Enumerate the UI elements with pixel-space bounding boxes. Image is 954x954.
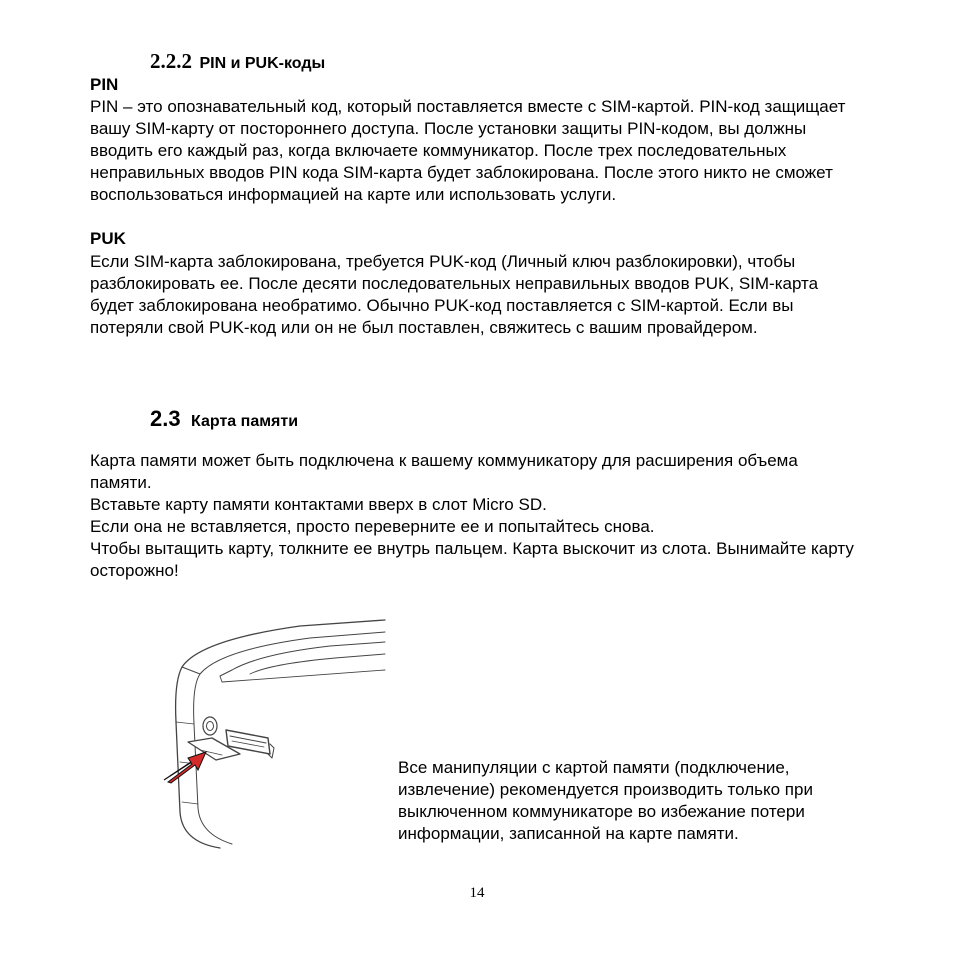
memory-card-paragraph-4: Чтобы вытащить карту, толкните ее внутрь пальцем. Карта выскочит из слота. Вынимайте карту осторожно! — [90, 539, 854, 580]
puk-heading: PUK — [90, 229, 126, 248]
memory-card-paragraph-1: Карта памяти может быть подключена к вашему коммуникатору для расширения объема памяти. — [90, 451, 798, 492]
section-23-text-block — [90, 450, 863, 582]
puk-paragraph: Если SIM-карта заблокирована, требуется PUK-код (Личный ключ разблокировки), чтобы разблокировать ее. После десяти последовательных неправильных вводов PUK, SIM-карта будет заблокирована необратимо. Обычно PUK-код поставляется с SIM-картой. Если вы потеряли свой PUK-код или он не был поставлен, свяжитесь с вашим провайдером. — [90, 252, 819, 337]
section-222-title: PIN и PUK-коды — [199, 55, 326, 72]
memory-card-paragraph-2: Вставьте карту памяти контактами вверх в слот Micro SD. — [90, 495, 547, 514]
section-23-title: Карта памяти — [191, 413, 299, 430]
pin-paragraph: PIN – это опознавательный код, который поставляется вместе с SIM-картой. PIN-код защищает вашу SIM-карту от постороннего доступа. После установки защиты PIN-кодом, вы должны вводить его каждый раз, когда включаете коммуникатор. После трех последовательных неправильных вводов PIN кода SIM-карта будет заблокирована. После этого никто не сможет воспользоваться информацией на карте или использовать услуги. — [90, 97, 846, 204]
section-23-number: 2.3 — [150, 406, 181, 431]
illustration-caption-block — [398, 757, 863, 845]
pin-text-block — [90, 96, 863, 206]
section-23-heading — [150, 406, 298, 432]
illustration-caption: Все манипуляции с картой памяти (подключение, извлечение) рекомендуется производить только при выключенном коммуникаторе во избежание потери информации, записанной на карте памяти. — [398, 758, 813, 843]
pin-heading: PIN — [90, 75, 119, 94]
phone-memory-card-slot-illustration — [160, 612, 390, 850]
puk-text-block — [90, 251, 863, 339]
section-222-number: 2.2.2 — [150, 49, 192, 73]
page-number: 14 — [469, 885, 485, 901]
section-222-heading — [150, 49, 325, 74]
memory-card-paragraph-3: Если она не вставляется, просто переверните ее и попытайтесь снова. — [90, 517, 655, 536]
